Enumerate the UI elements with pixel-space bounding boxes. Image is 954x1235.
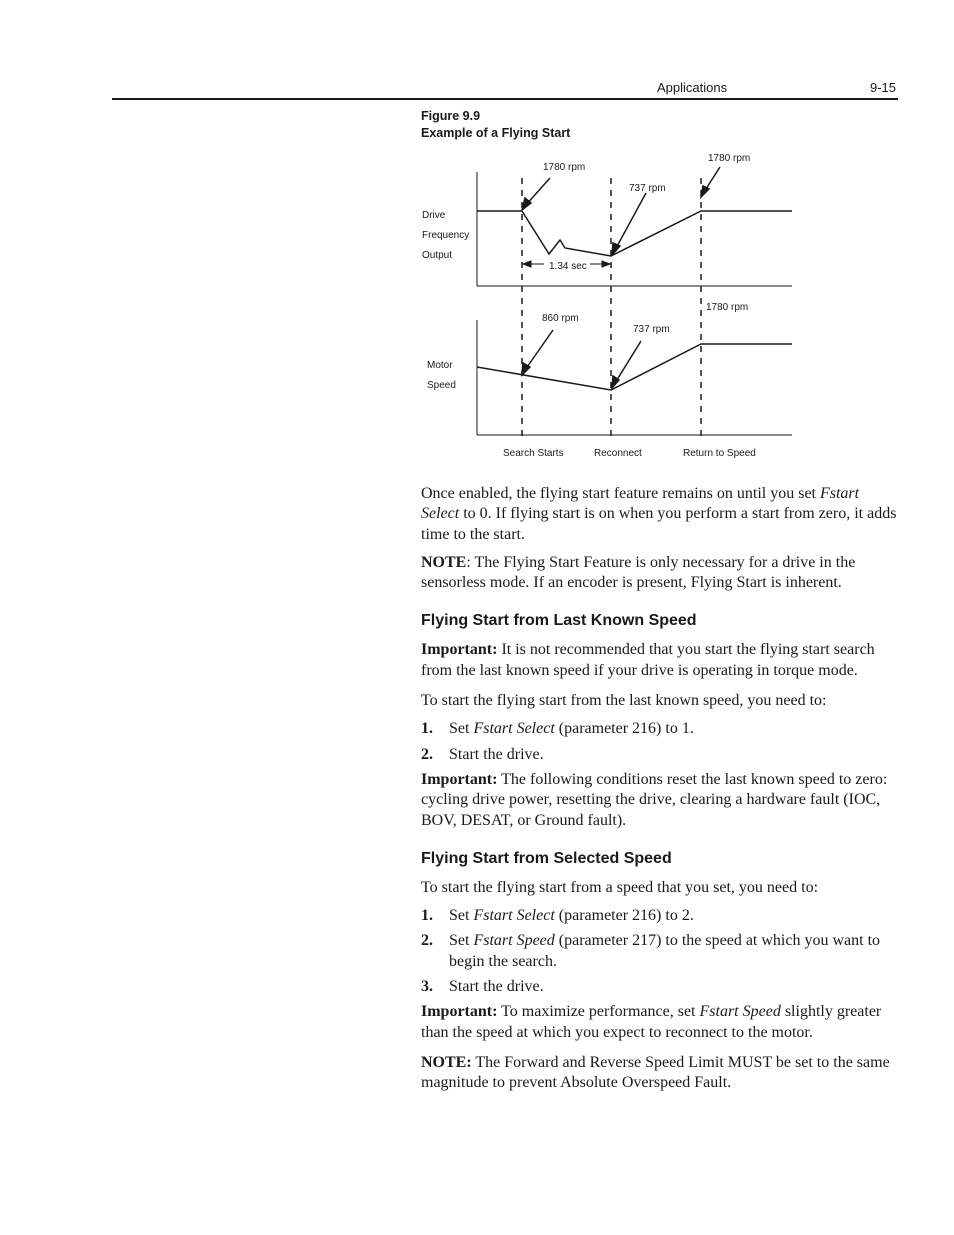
bottom-annotation-1780: 1780 rpm — [706, 302, 749, 313]
figure-caption — [421, 108, 570, 142]
bottom-callout-860 — [525, 330, 553, 370]
event-label-search-starts: Search Starts — [503, 448, 564, 459]
section-heading-last-known-speed: Flying Start from Last Known Speed — [421, 612, 697, 630]
list-item: 2. Set Fstart Speed (parameter 217) to the speed at which you want to begin the search. — [421, 932, 881, 970]
drive-frequency-curve — [477, 211, 792, 256]
bottom-panel-label-line1: Motor — [427, 360, 453, 371]
page-header — [0, 0, 954, 110]
top-panel-label-line2: Frequency — [422, 230, 470, 241]
note-paragraph-2: NOTE: The Forward and Reverse Speed Limit MUST be set to the same magnitude to prevent Absolute Overspeed Fault. — [421, 1053, 890, 1092]
note-label: NOTE — [421, 553, 467, 571]
header-rule — [112, 98, 898, 100]
event-label-reconnect: Reconnect — [594, 448, 642, 459]
top-annotation-1780-left: 1780 rpm — [543, 162, 586, 173]
list-item: 1. Set Fstart Select (parameter 216) to 1. — [421, 720, 694, 738]
event-label-return-to-speed: Return to Speed — [683, 448, 756, 459]
interval-label: 1.34 sec — [549, 261, 587, 272]
list-item: 2. Start the drive. — [421, 745, 544, 763]
flying-start-diagram — [410, 145, 800, 465]
figure-title: Example of a Flying Start — [421, 126, 571, 140]
important-paragraph-2: Important: The following conditions reset the last known speed to zero: cycling drive power, resetting the drive, clearing a hardware fault (IOC, BOV, DESAT, or Ground fault). — [421, 770, 888, 829]
intro-paragraph: Once enabled, the flying start feature remains on until you set Fstart Select to 0. If flying start is on when you perform a start from zero, it adds time to the start. — [421, 485, 897, 543]
list-item: 3. Start the drive. — [421, 978, 544, 996]
important-paragraph-1: Important: It is not recommended that you start the flying start search from the last known speed if your drive is operating in torque mode. — [421, 641, 875, 679]
bottom-panel-label-line2: Speed — [427, 380, 456, 391]
top-annotation-1780-right: 1780 rpm — [708, 153, 751, 164]
important-label: Important: — [421, 641, 498, 659]
header-page-number: 9-15 — [870, 80, 897, 95]
important-paragraph-3: Important: To maximize performance, set Fstart Speed slightly greater than the speed at which you expect to reconnect to the motor. — [421, 1003, 882, 1041]
list-item: 1. Set Fstart Select (parameter 216) to 2. — [421, 907, 694, 925]
figure-number: Figure 9.9 — [421, 109, 481, 123]
note-paragraph-1: NOTE: The Flying Start Feature is only necessary for a drive in the sensorless mode. If an encoder is present, Flying Start is inherent. — [421, 553, 856, 592]
steps-list-1 — [421, 719, 897, 765]
header-section-name: Applications — [657, 80, 728, 95]
section-heading-selected-speed: Flying Start from Selected Speed — [421, 849, 672, 867]
bottom-annotation-737: 737 rpm — [633, 324, 670, 335]
steps-list-2 — [421, 906, 897, 997]
param-fstart-select: Fstart Select — [421, 485, 860, 523]
top-annotation-737: 737 rpm — [629, 183, 666, 194]
body-text — [421, 484, 897, 1102]
top-panel-label-line1: Drive — [422, 210, 446, 221]
lead-paragraph-2: To start the flying start from a speed that you set, you need to: — [421, 878, 819, 896]
note-label: NOTE: — [421, 1053, 472, 1071]
bottom-annotation-860: 860 rpm — [542, 313, 579, 324]
important-label: Important: — [421, 770, 498, 788]
lead-paragraph-1: To start the flying start from the last known speed, you need to: — [421, 692, 827, 710]
top-panel-label-line3: Output — [422, 250, 453, 261]
important-label: Important: — [421, 1003, 498, 1021]
